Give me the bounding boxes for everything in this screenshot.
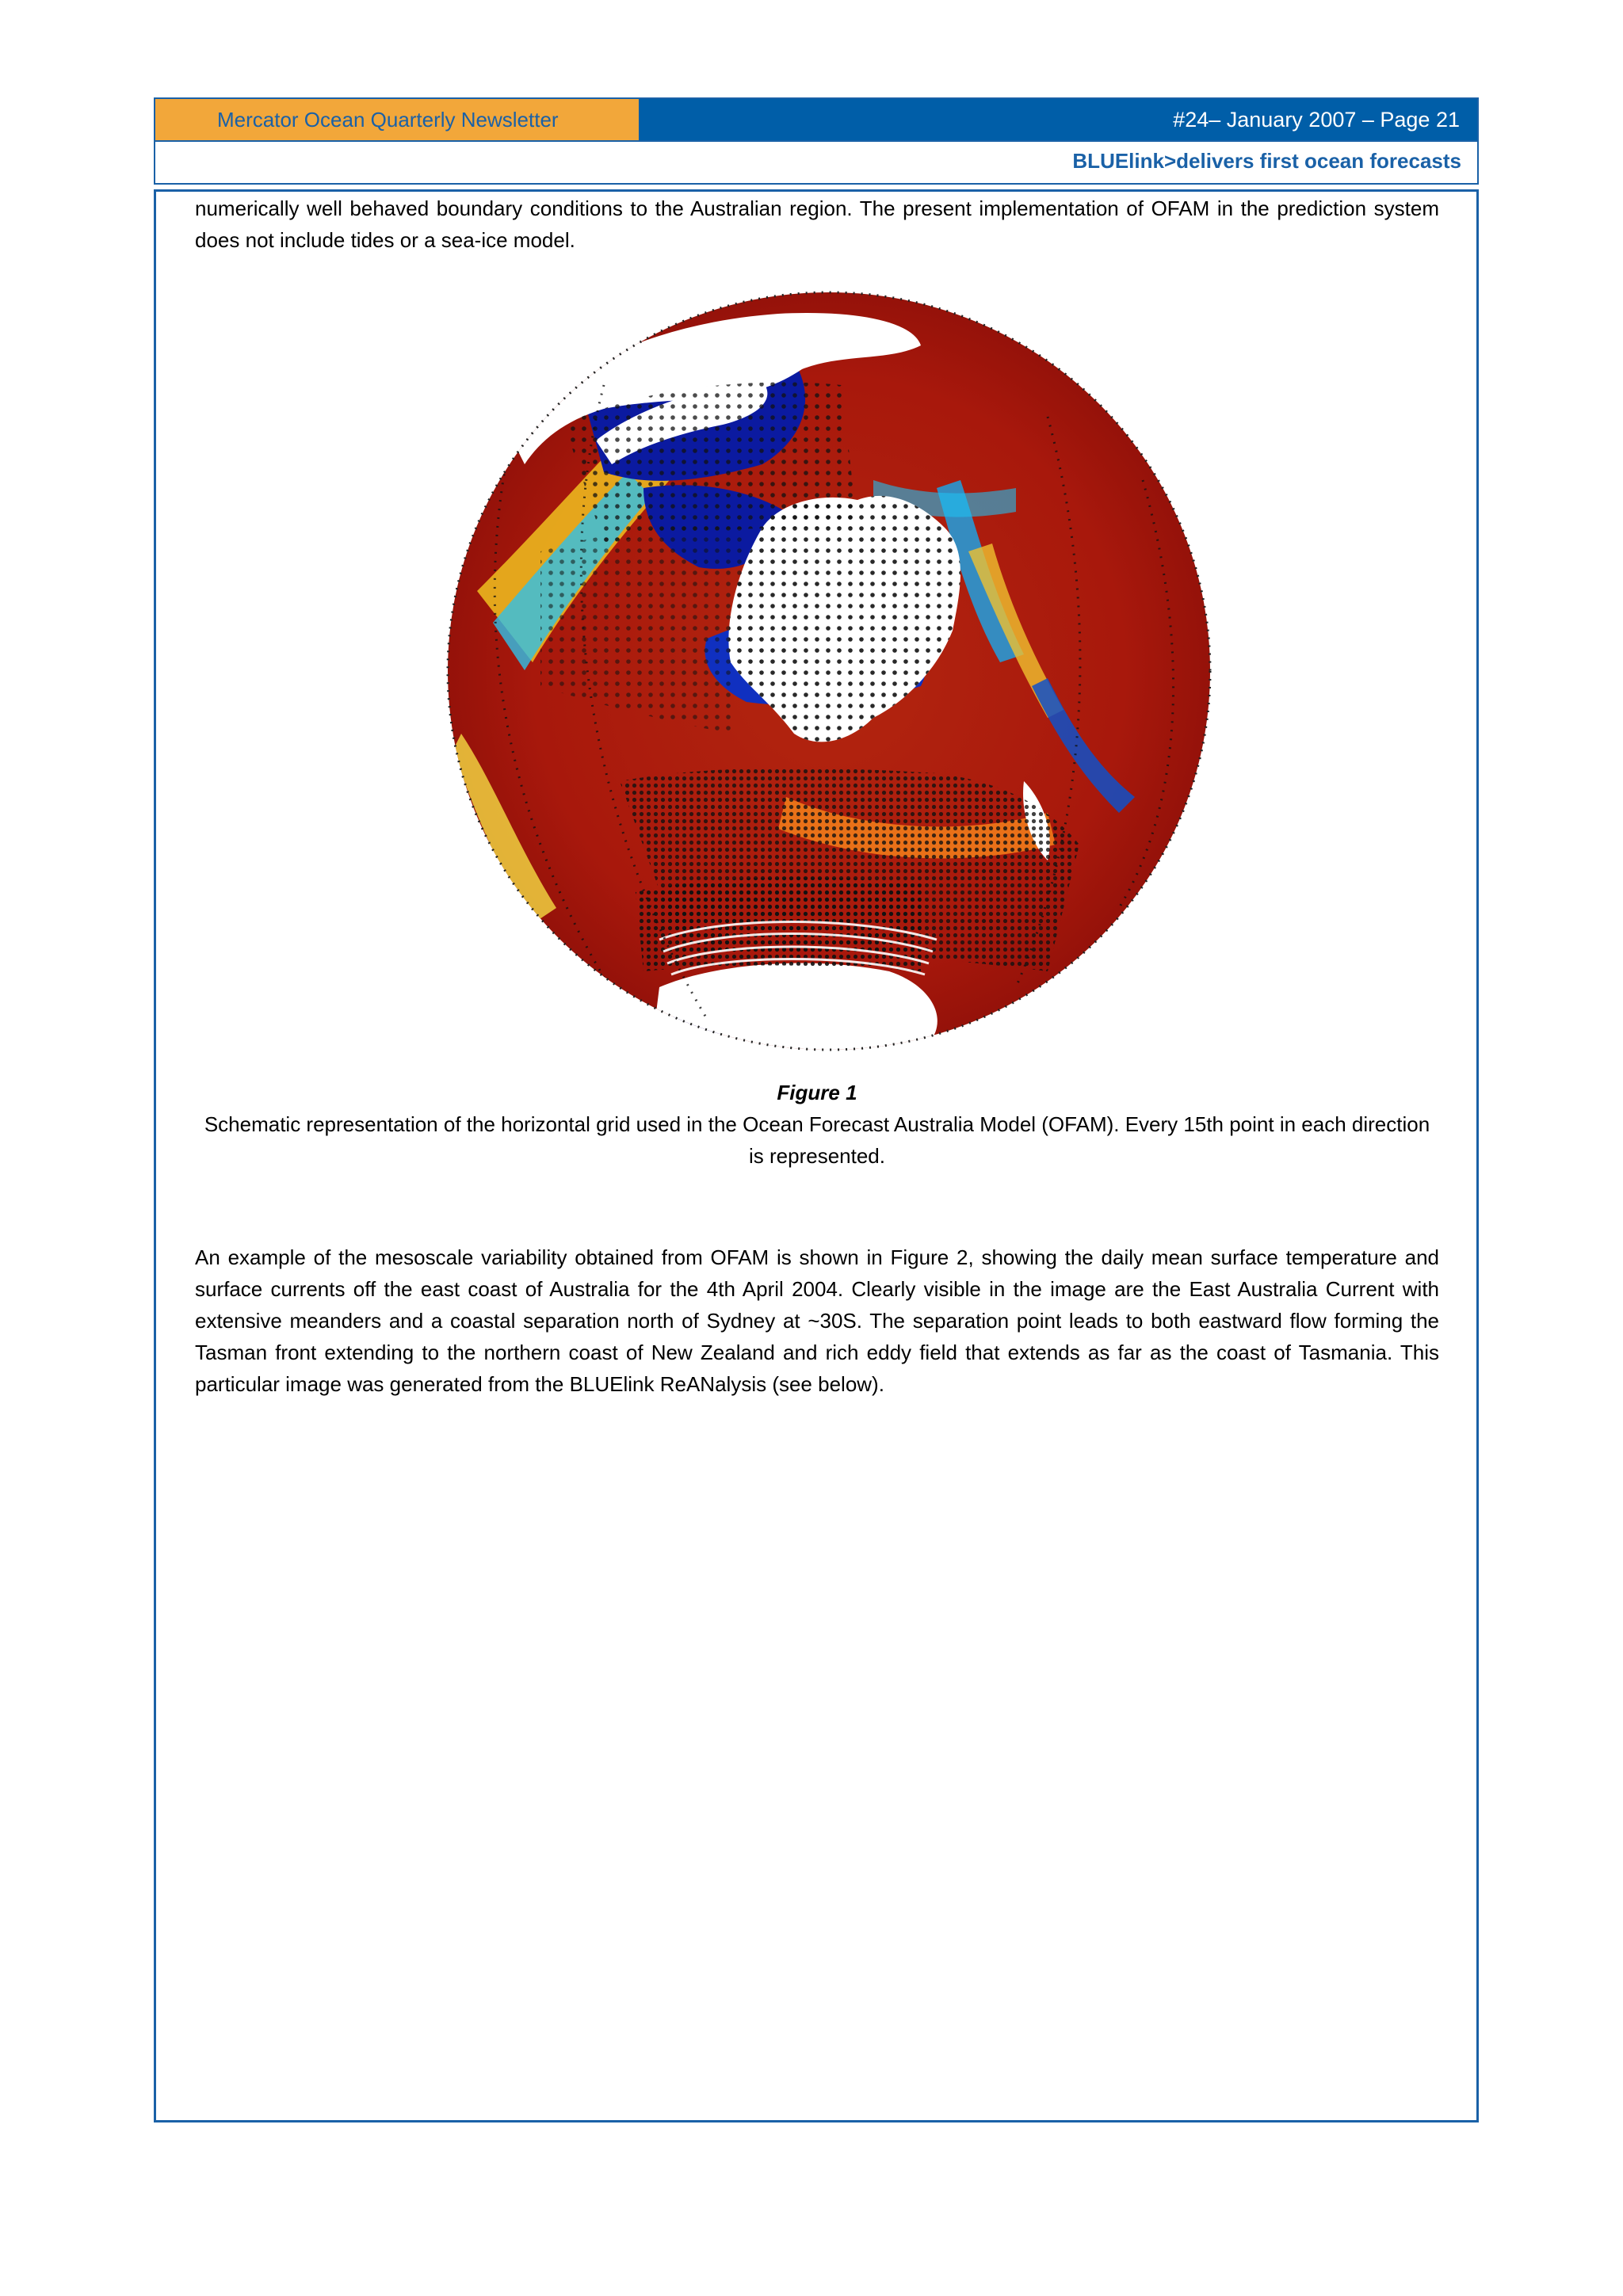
- body-paragraph-2: An example of the mesoscale variability obtained from OFAM is shown in Figure 2, showing the daily mean surface temperature and surface currents off the east coast of Australia for the 4th April 2004. Clearly visible in the image are the East Australia Current with extensive meanders and a coastal separation north of Sydney at ~30S. The separation point leads to both eastward flow forming the Tasman front extending to the northern coast of New Zealand and rich eddy field that extends as far as the coast of Tasmania. This particular image was generated from the BLUElink ReANalysis (see below).: [195, 1245, 1439, 1396]
- header-bar: [154, 97, 1479, 142]
- section-title: BLUElink>delivers first ocean forecasts: [154, 142, 1479, 185]
- figure-1-globe-image: [445, 290, 1212, 1052]
- figure-caption: Schematic representation of the horizontal grid used in the Ocean Forecast Australia Model (OFAM). Every 15th point in each direction is represented.: [204, 1112, 1430, 1168]
- globe-grid-illustration: [445, 290, 1212, 1052]
- figure-title: Figure 1: [777, 1081, 857, 1104]
- body-paragraph-1: numerically well behaved boundary conditions to the Australian region. The present implementation of OFAM in the prediction system does not include tides or a sea-ice model.: [195, 196, 1439, 252]
- issue-page-label: #24– January 2007 – Page 21: [639, 99, 1477, 140]
- newsletter-title: Mercator Ocean Quarterly Newsletter: [155, 99, 639, 140]
